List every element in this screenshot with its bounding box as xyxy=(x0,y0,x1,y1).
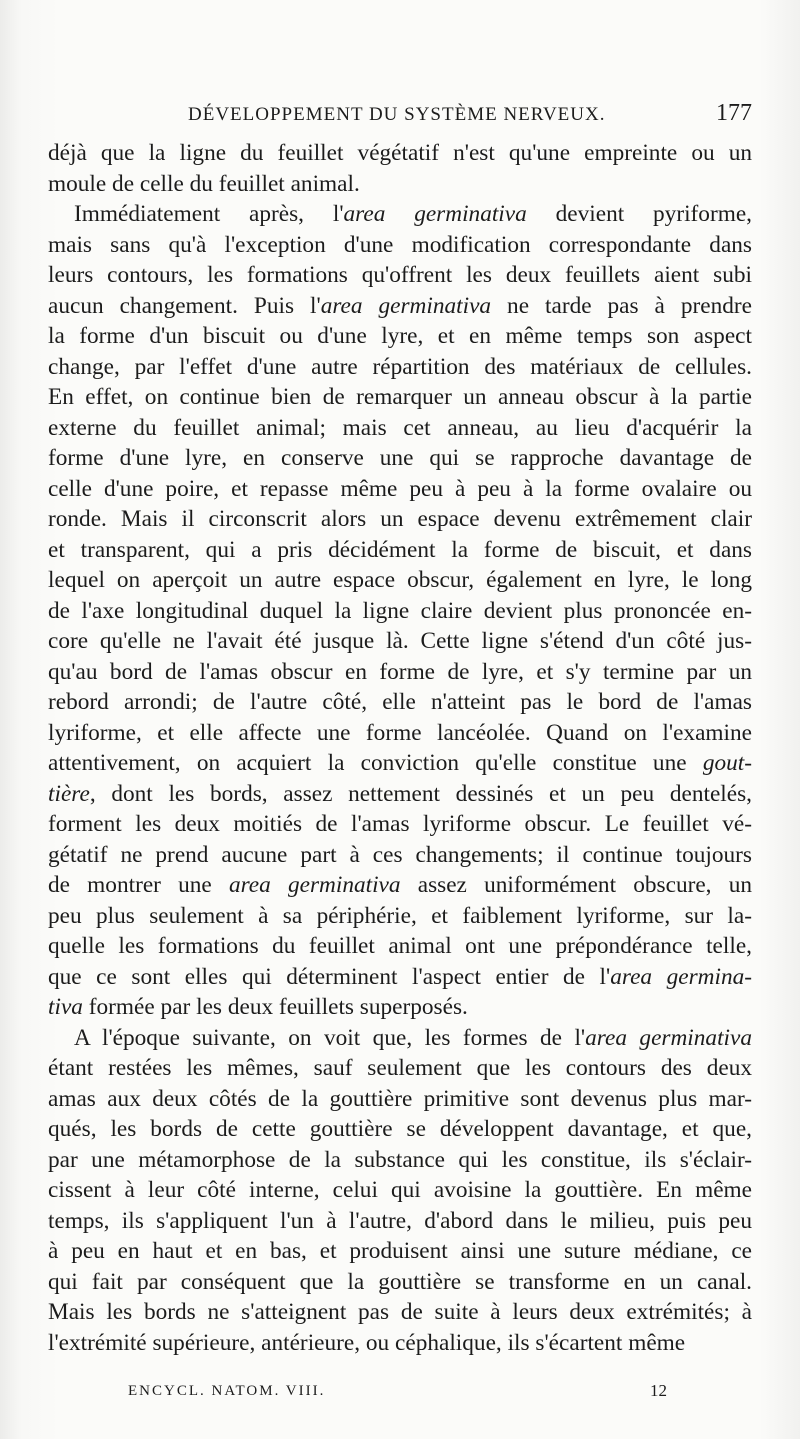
text-line: celle d'une poire, et repasse même peu à peu à la forme ovalaire ou xyxy=(48,475,752,502)
text-line xyxy=(48,779,752,810)
text-run: devient pyriforme, xyxy=(526,201,752,227)
text-line xyxy=(48,1023,752,1054)
text-line: à peu en haut et en bas, et produisent ainsi une suture médiane, ce xyxy=(48,1238,752,1264)
text-line: la forme d'un biscuit ou d'une lyre, et en même temps son aspect xyxy=(48,323,752,349)
text-line xyxy=(48,962,752,993)
text-run: attentivement, on acquiert la conviction qu'elle constitue une xyxy=(48,750,703,776)
italic-term: area germinativa xyxy=(320,292,492,319)
body-text xyxy=(48,138,752,1358)
text-line: par une métamorphose de la substance qui les constitue, ils s'éclair- xyxy=(48,1146,752,1173)
text-run: formée par les deux feuillets superposés. xyxy=(82,994,468,1020)
text-line: lyriforme, et elle affecte une forme lancéolée. Quand on l'examine xyxy=(48,719,752,746)
italic-term: tiva xyxy=(48,994,83,1020)
page-footer xyxy=(48,1383,752,1407)
text-run: de montrer une xyxy=(48,872,229,898)
text-line: rebord arrondi; de l'autre côté, elle n'atteint pas le bord de l'amas xyxy=(48,689,752,715)
text-run: assez uniformément obscure, un xyxy=(400,872,752,898)
page-number: 177 xyxy=(716,100,752,126)
text-line: core qu'elle ne l'avait été jusque là. Cette ligne s'étend d'un côté jus- xyxy=(48,628,752,654)
text-line xyxy=(48,870,752,901)
text-line: En effet, on continue bien de remarquer un anneau obscur à la partie xyxy=(48,384,752,410)
text-line: quelle les formations du feuillet animal ont une prépondérance telle, xyxy=(48,933,752,959)
text-line: temps, ils s'appliquent l'un à l'autre, d'abord dans le milieu, puis peu xyxy=(48,1207,752,1234)
text-run: A l'époque suivante, on voit que, les formes de l' xyxy=(74,1024,586,1051)
italic-term: tière xyxy=(48,780,90,807)
text-line: qués, les bords de cette gouttière se développent davantage, et que, xyxy=(48,1116,752,1142)
text-run: , dont les bords, assez nettement dessinés et un peu dentelés, xyxy=(89,780,752,807)
text-run: Immédiatement après, l' xyxy=(74,201,344,227)
text-line: mais sans qu'à l'exception d'une modification correspondante dans xyxy=(48,231,752,258)
text-line: cissent à leur côté interne, celui qui avoisine la gouttière. En même xyxy=(48,1177,752,1203)
text-line: étant restées les mêmes, sauf seulement que les contours des deux xyxy=(48,1055,752,1081)
text-line: peu plus seulement à sa périphérie, et faiblement lyriforme, sur la- xyxy=(48,902,752,929)
text-line: amas aux deux côtés de la gouttière primitive sont devenus plus mar- xyxy=(48,1085,752,1112)
text-line: moule de celle du feuillet animal. xyxy=(48,170,360,197)
printer-signature: ENCYCL. NATOM. VIII. xyxy=(128,1383,326,1399)
text-line xyxy=(48,992,752,1023)
text-run: que ce sont elles qui déterminent l'aspect entier de l' xyxy=(48,963,611,990)
text-line: et transparent, qui a pris décidément la forme de biscuit, et dans xyxy=(48,536,752,563)
text-line: forme d'une lyre, en conserve une qui se rapproche davantage de xyxy=(48,445,752,471)
running-title: DÉVELOPPEMENT DU SYSTÈME NERVEUX. xyxy=(188,104,606,125)
italic-term: area germinativa xyxy=(585,1024,753,1051)
text-line xyxy=(48,748,752,779)
italic-term: area germinativa xyxy=(228,872,401,898)
text-line: qu'au bord de l'amas obscur en forme de lyre, et s'y termine par un xyxy=(48,658,752,685)
text-line: forment les deux moitiés de l'amas lyriforme obscur. Le feuillet vé- xyxy=(48,811,752,837)
text-line: qui fait par conséquent que la gouttière se transforme en un canal. xyxy=(48,1268,752,1295)
italic-term: area germinativa xyxy=(343,201,527,227)
sheet-number: 12 xyxy=(650,1381,667,1400)
italic-term: area germina- xyxy=(610,963,752,990)
italic-term: gout- xyxy=(702,750,752,776)
text-line xyxy=(48,199,752,230)
text-line: gétatif ne prend aucune part à ces changements; il continue toujours xyxy=(48,841,752,868)
running-head xyxy=(48,100,752,130)
text-line: de l'axe longitudinal duquel la ligne claire devient plus prononcée en- xyxy=(48,597,752,624)
text-line: change, par l'effet d'une autre répartition des matériaux de cellules. xyxy=(48,353,752,380)
text-line: externe du feuillet animal; mais cet anneau, au lieu d'acquérir la xyxy=(48,414,752,441)
text-line: Mais les bords ne s'atteignent pas de suite à leurs deux extrémités; à xyxy=(48,1299,752,1325)
text-line: ronde. Mais il circonscrit alors un espace devenu extrêmement clair xyxy=(48,506,752,532)
text-line: l'extrémité supérieure, antérieure, ou céphalique, ils s'écartent même xyxy=(48,1329,686,1356)
text-run: ne tarde pas à prendre xyxy=(491,292,752,319)
text-line: lequel on aperçoit un autre espace obscur, également en lyre, le long xyxy=(48,567,752,593)
text-line: déjà que la ligne du feuillet végétatif n'est qu'une empreinte ou un xyxy=(48,140,752,166)
text-run: aucun changement. Puis l' xyxy=(48,292,321,319)
text-line xyxy=(48,291,752,322)
text-line: leurs contours, les formations qu'offrent les deux feuillets aient subi xyxy=(48,262,752,288)
